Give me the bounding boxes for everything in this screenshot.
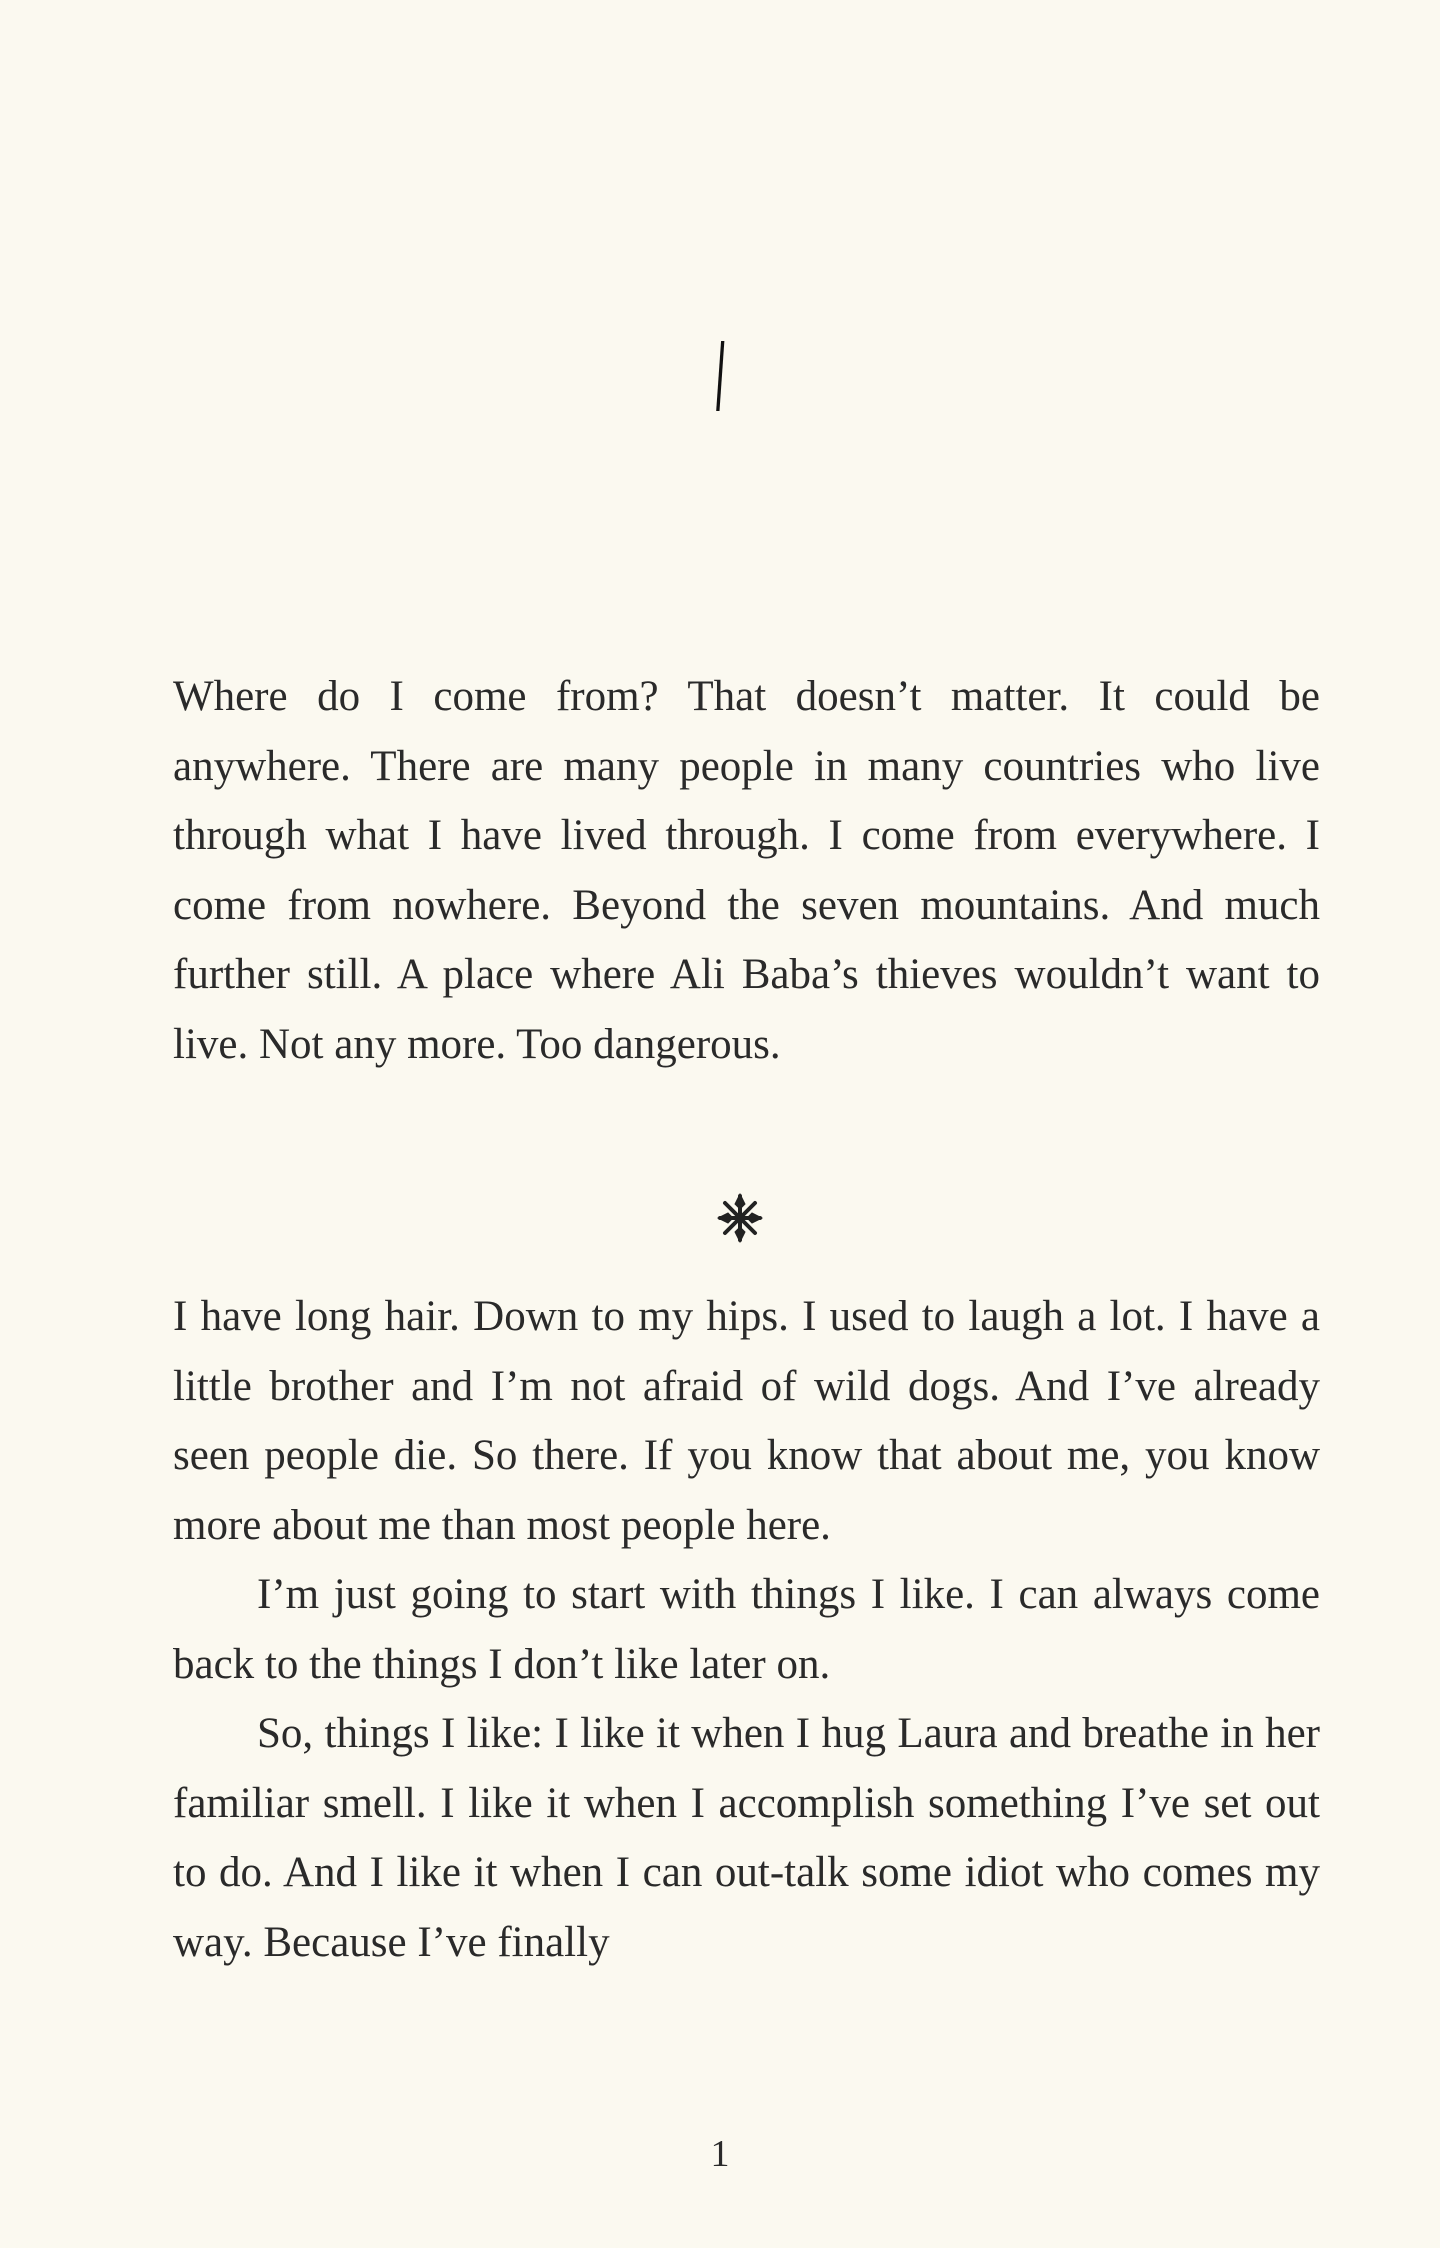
paragraph: I have long hair. Down to my hips. I used to laugh a lot. I have a little brother and I’m not afraid of wild dogs. And I’ve already seen people die. So there. If you know that about me, you know more about me than most people here. — [173, 1293, 1320, 1549]
paragraph: Where do I come from? That doesn’t matter. It could be anywhere. There are many people in many countries who live through what I have lived through. I come from everywhere. I come from nowhere. Beyond the seven mountains. And much further still. A place where Ali Baba’s thieves wouldn’t want to live. Not any more. Too dangerous. — [173, 673, 1320, 1068]
page-number: 1 — [710, 2133, 730, 2175]
paragraph: So, things I like: I like it when I hug Laura and breathe in her familiar smell. I like it when I accomplish something I’ve set out to do. And I like it when I can out-talk some idiot who comes my way. Because I’ve finally — [173, 1710, 1320, 1966]
paragraph: I’m just going to start with things I like. I can always come back to the things I don’t like later on. — [173, 1571, 1320, 1688]
section-break-ornament-icon — [700, 1188, 780, 1248]
chapter-number-text: I — [711, 322, 729, 434]
chapter-number — [0, 322, 1440, 434]
section-2-text — [173, 1282, 1320, 1977]
section-1-text — [173, 662, 1320, 1079]
